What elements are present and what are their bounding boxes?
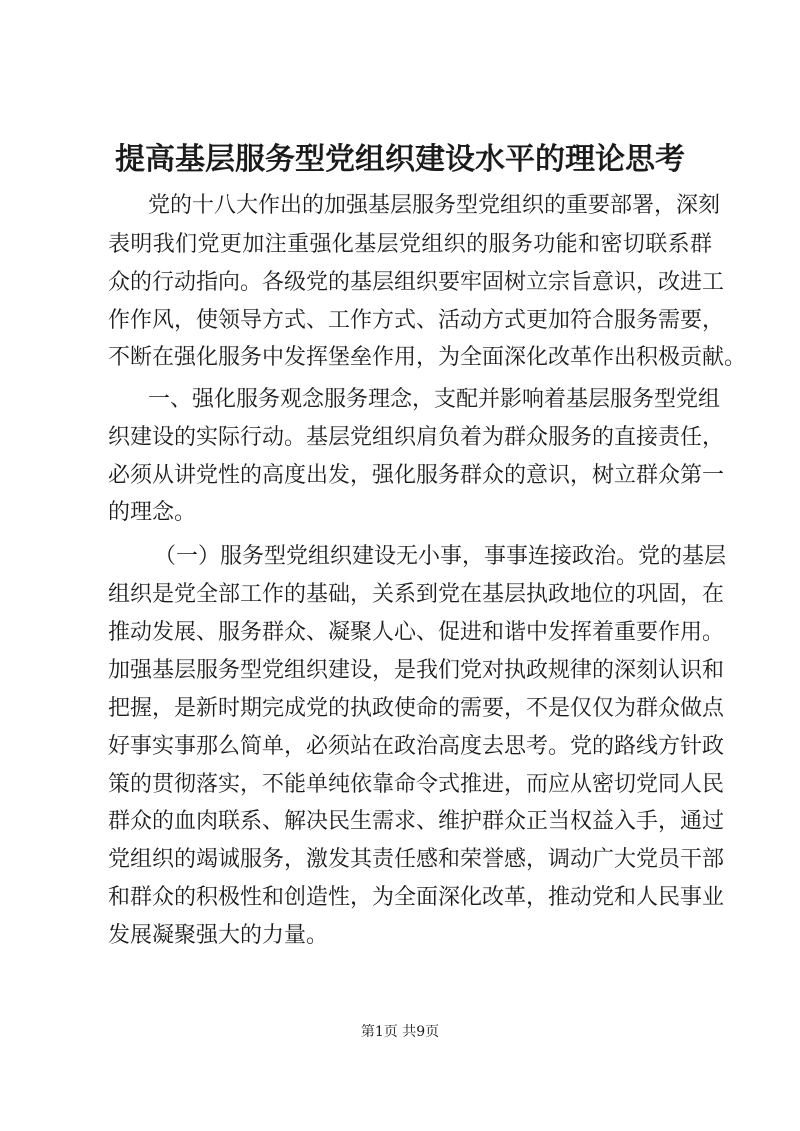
text-line: 推动发展、服务群众、凝聚人心、促进和谐中发挥着重要作用。 bbox=[108, 620, 725, 645]
text-line: 和群众的积极性和创造性，为全面深化改革，推动党和人民事业 bbox=[108, 885, 725, 910]
text-line: 织建设的实际行动。基层党组织肩负着为群众服务的直接责任， bbox=[108, 425, 725, 450]
document-title: 提高基层服务型党组织建设水平的理论思考 bbox=[115, 142, 685, 177]
text-line: 党的十八大作出的加强基层服务型党组织的重要部署，深刻 bbox=[148, 193, 721, 218]
text-line: 众的行动指向。各级党的基层组织要牢固树立宗旨意识，改进工 bbox=[108, 270, 725, 295]
text-line: 组织是党全部工作的基础，关系到党在基层执政地位的巩固，在 bbox=[108, 582, 725, 607]
text-line: （一）服务型党组织建设无小事，事事连接政治。党的基层 bbox=[154, 544, 727, 569]
page-number: 第1页 共9页 bbox=[360, 1024, 440, 1040]
text-line: 表明我们党更加注重强化基层党组织的服务功能和密切联系群 bbox=[108, 232, 712, 257]
text-line: 好事实事那么简单，必须站在政治高度去思考。党的路线方针政 bbox=[108, 734, 725, 759]
text-line: 加强基层服务型党组织建设，是我们党对执政规律的深刻认识和 bbox=[108, 658, 725, 683]
text-line: 一、强化服务观念服务理念，支配并影响着基层服务型党组 bbox=[148, 387, 721, 412]
text-line: 策的贯彻落实，不能单纯依靠命令式推进，而应从密切党同人民 bbox=[108, 772, 725, 797]
text-line: 必须从讲党性的高度出发，强化服务群众的意识，树立群众第一 bbox=[108, 463, 725, 488]
text-line: 不断在强化服务中发挥堡垒作用，为全面深化改革作出积极贡献。 bbox=[108, 345, 747, 370]
text-line: 的理念。 bbox=[108, 500, 197, 525]
text-line: 把握，是新时期完成党的执政使命的需要，不是仅仅为群众做点 bbox=[108, 696, 725, 721]
text-line: 党组织的竭诚服务，激发其责任感和荣誉感，调动广大党员干部 bbox=[108, 847, 725, 872]
text-line: 群众的血肉联系、解决民生需求、维护群众正当权益入手，通过 bbox=[108, 809, 725, 834]
text-line: 作作风，使领导方式、工作方式、活动方式更加符合服务需要， bbox=[108, 308, 725, 333]
text-line: 发展凝聚强大的力量。 bbox=[108, 923, 329, 948]
